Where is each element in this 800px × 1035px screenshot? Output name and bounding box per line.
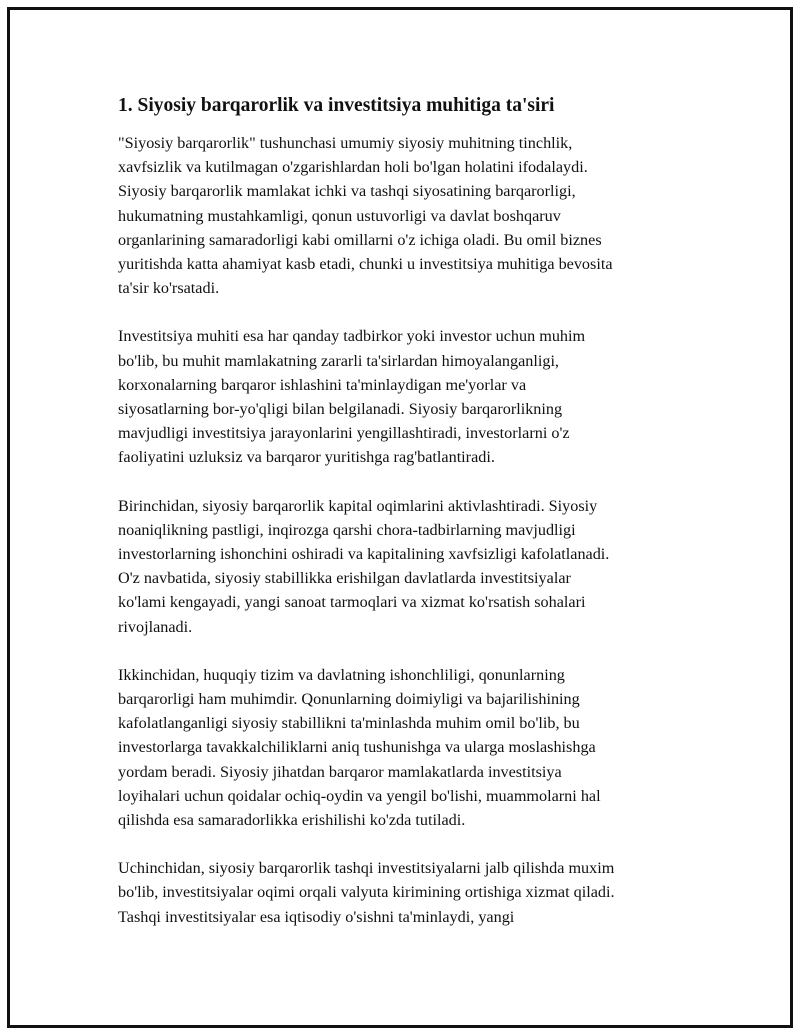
document-body <box>110 93 690 953</box>
paragraph-1: "Siyosiy barqarorlik" tushunchasi umumiy siyosiy muhitning tinchlik, xavfsizlik va kutilmagan o'zgarishlardan holi bo'lgan holatini ifodalaydi. Siyosiy barqarorlik mamlakat ichki va tashqi siyosatining barqarorligi, hukumatning mustahkamligi, qonun ustuvorligi va davlat boshqaruv organlarining samaradorligi kabi omillarni o'z ichiga oladi. Bu omil biznes yuritishda katta ahamiyat kasb etadi, chunki u investitsiya muhitiga bevosita ta'sir ko'rsatadi. <box>118 134 613 298</box>
section-heading: 1. Siyosiy barqarorlik va investitsiya muhitiga ta'siri <box>118 95 555 116</box>
paragraph-5: Uchinchidan, siyosiy barqarorlik tashqi investitsiyalarni jalb qilishda muxim bo'lib, investitsiyalar oqimi orqali valyuta kirimining ortishiga xizmat qiladi. Tashqi investitsiyalar esa iqtisodiy o'sishni ta'minlaydi, yangi <box>118 859 615 926</box>
paragraph-3: Birinchidan, siyosiy barqarorlik kapital oqimlarini aktivlashtiradi. Siyosiy noaniqlikning pastligi, inqirozga qarshi chora-tadbirlarning mavjudligi investorlarning ishonchini oshiradi va kapitalining xavfsizligi kafolatlanadi. O'z navbatida, siyosiy stabillikka erishilgan davlatlarda investitsiyalar ko'lami kengayadi, yangi sanoat tarmoqlari va xizmat ko'rsatish sohalari rivojlanadi. <box>118 496 610 636</box>
paragraph-4: Ikkinchidan, huquqiy tizim va davlatning ishonchliligi, qonunlarning barqarorligi ham muhimdir. Qonunlarning doimiyligi va bajarilishining kafolatlanganligi siyosiy stabillikni ta'minlashda muhim omil bo'lib, bu investorlarga tavakkalchiliklarni aniq tushunishga va ularga moslashishga yordam beradi. Siyosiy jihatdan barqaror mamlakatlarda investitsiya loyihalari uchun qoidalar ochiq-oydin va yengil bo'lishi, muammolarni hal qilishda esa samaradorlikka erishilishi ko'zda tutiladi. <box>118 665 601 830</box>
paragraph-2: Investitsiya muhiti esa har qanday tadbirkor yoki investor uchun muhim bo'lib, bu muhit mamlakatning zararli ta'sirlardan himoyalanganligi, korxonalarning barqaror ishlashini ta'minlaydigan me'yorlar va siyosatlarning bor-yo'qligi bilan belgilanadi. Siyosiy barqarorlikning mavjudligi investitsiya jarayonlarini yengillashtiradi, investorlarni o'z faoliyatini uzluksiz va barqaror yuritishga rag'batlantiradi. <box>118 327 586 467</box>
